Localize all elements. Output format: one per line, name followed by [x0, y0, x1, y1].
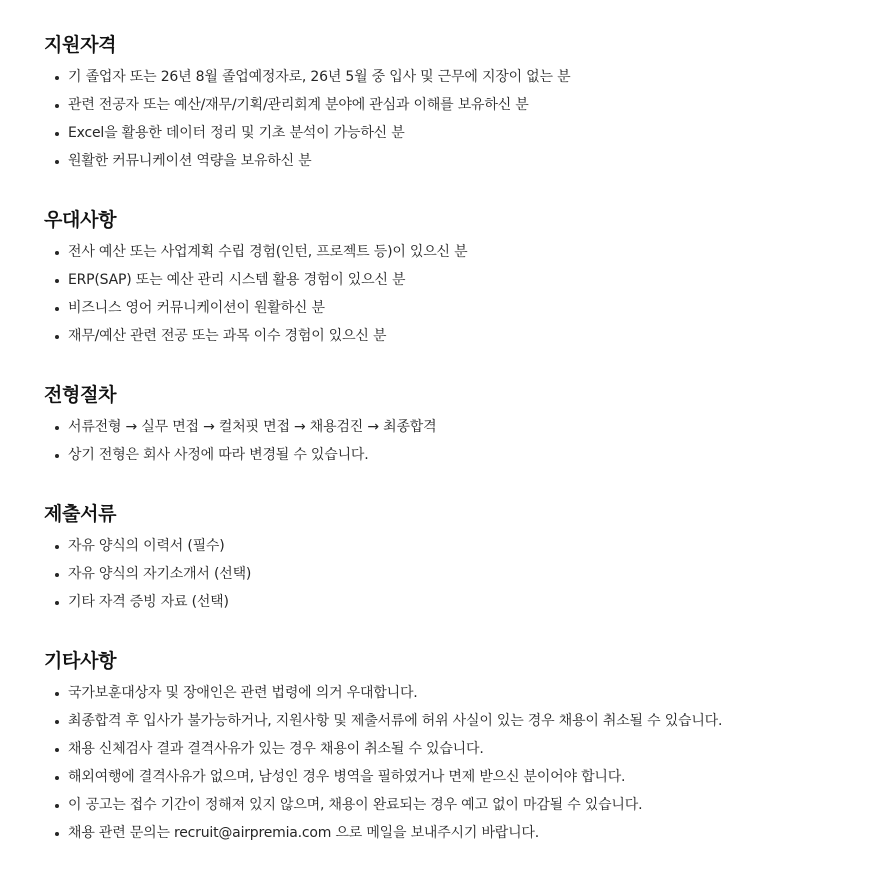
list-item [44, 147, 884, 175]
list-item [44, 560, 884, 588]
etc-list [44, 679, 884, 847]
bullet-icon [55, 426, 59, 430]
bullet-icon [55, 573, 59, 577]
list-item [44, 63, 884, 91]
list-item [44, 413, 884, 441]
section-process [44, 380, 884, 469]
list-item [44, 707, 884, 735]
documents-list [44, 532, 884, 616]
bullet-icon [55, 132, 59, 136]
qualifications-list [44, 63, 884, 175]
list-item [44, 294, 884, 322]
section-qualifications [44, 30, 884, 175]
process-list [44, 413, 884, 469]
bullet-icon [55, 776, 59, 780]
bullet-icon [55, 832, 59, 836]
list-item [44, 119, 884, 147]
list-item-text: 관련 전공자 또는 예산/재무/기획/관리회계 분야에 관심과 이해를 보유하신 분 [68, 97, 529, 113]
list-item-text: 원활한 커뮤니케이션 역량을 보유하신 분 [68, 153, 312, 169]
section-title: 우대사항 [44, 209, 117, 231]
list-item-text: 자유 양식의 이력서 (필수) [68, 538, 225, 554]
section-documents [44, 499, 884, 616]
bullet-icon [55, 307, 59, 311]
list-item [44, 791, 884, 819]
list-item-text: 상기 전형은 회사 사정에 따라 변경될 수 있습니다. [68, 447, 369, 463]
list-item-text: Excel을 활용한 데이터 정리 및 기초 분석이 가능하신 분 [68, 125, 405, 141]
list-item-text: 기 졸업자 또는 26년 8월 졸업예정자로, 26년 5월 중 입사 및 근무에 지장이 없는 분 [68, 69, 571, 85]
list-item [44, 588, 884, 616]
list-item [44, 819, 884, 847]
list-item-text: 채용 신체검사 결과 결격사유가 있는 경우 채용이 취소될 수 있습니다. [68, 741, 484, 757]
list-item [44, 238, 884, 266]
list-item-text: ERP(SAP) 또는 예산 관리 시스템 활용 경험이 있으신 분 [68, 272, 406, 288]
section-title: 지원자격 [44, 34, 117, 56]
bullet-icon [55, 545, 59, 549]
list-item [44, 322, 884, 350]
bullet-icon [55, 104, 59, 108]
preferences-list [44, 238, 884, 350]
section-preferences [44, 205, 884, 350]
list-item-text: 해외여행에 결격사유가 없으며, 남성인 경우 병역을 필하였거나 면제 받으신 분이어야 합니다. [68, 769, 626, 785]
bullet-icon [55, 160, 59, 164]
list-item [44, 266, 884, 294]
bullet-icon [55, 720, 59, 724]
section-title: 기타사항 [44, 650, 117, 672]
list-item-text: 재무/예산 관련 전공 또는 과목 이수 경험이 있으신 분 [68, 328, 387, 344]
list-item-text: 이 공고는 접수 기간이 정해져 있지 않으며, 채용이 완료되는 경우 예고 없이 마감될 수 있습니다. [68, 797, 643, 813]
bullet-icon [55, 692, 59, 696]
bullet-icon [55, 748, 59, 752]
section-title: 전형절차 [44, 384, 117, 406]
job-posting-details [44, 30, 884, 877]
list-item-text: 비즈니스 영어 커뮤니케이션이 원활하신 분 [68, 300, 325, 316]
list-item [44, 735, 884, 763]
list-item-text: 자유 양식의 자기소개서 (선택) [68, 566, 252, 582]
bullet-icon [55, 601, 59, 605]
list-item-text: 채용 관련 문의는 recruit@airpremia.com 으로 메일을 보내주시기 바랍니다. [68, 825, 540, 841]
list-item [44, 763, 884, 791]
bullet-icon [55, 279, 59, 283]
list-item-text: 서류전형 → 실무 면접 → 컬처핏 면접 → 채용검진 → 최종합격 [68, 419, 437, 435]
bullet-icon [55, 76, 59, 80]
list-item-text: 최종합격 후 입사가 불가능하거나, 지원사항 및 제출서류에 허위 사실이 있는 경우 채용이 취소될 수 있습니다. [68, 713, 723, 729]
list-item-text: 기타 자격 증빙 자료 (선택) [68, 594, 229, 610]
list-item [44, 679, 884, 707]
bullet-icon [55, 335, 59, 339]
list-item [44, 91, 884, 119]
list-item [44, 532, 884, 560]
section-title: 제출서류 [44, 503, 117, 525]
bullet-icon [55, 804, 59, 808]
bullet-icon [55, 251, 59, 255]
bullet-icon [55, 454, 59, 458]
list-item-text: 전사 예산 또는 사업계획 수립 경험(인턴, 프로젝트 등)이 있으신 분 [68, 244, 468, 260]
section-etc [44, 646, 884, 847]
list-item-text: 국가보훈대상자 및 장애인은 관련 법령에 의거 우대합니다. [68, 685, 418, 701]
list-item [44, 441, 884, 469]
